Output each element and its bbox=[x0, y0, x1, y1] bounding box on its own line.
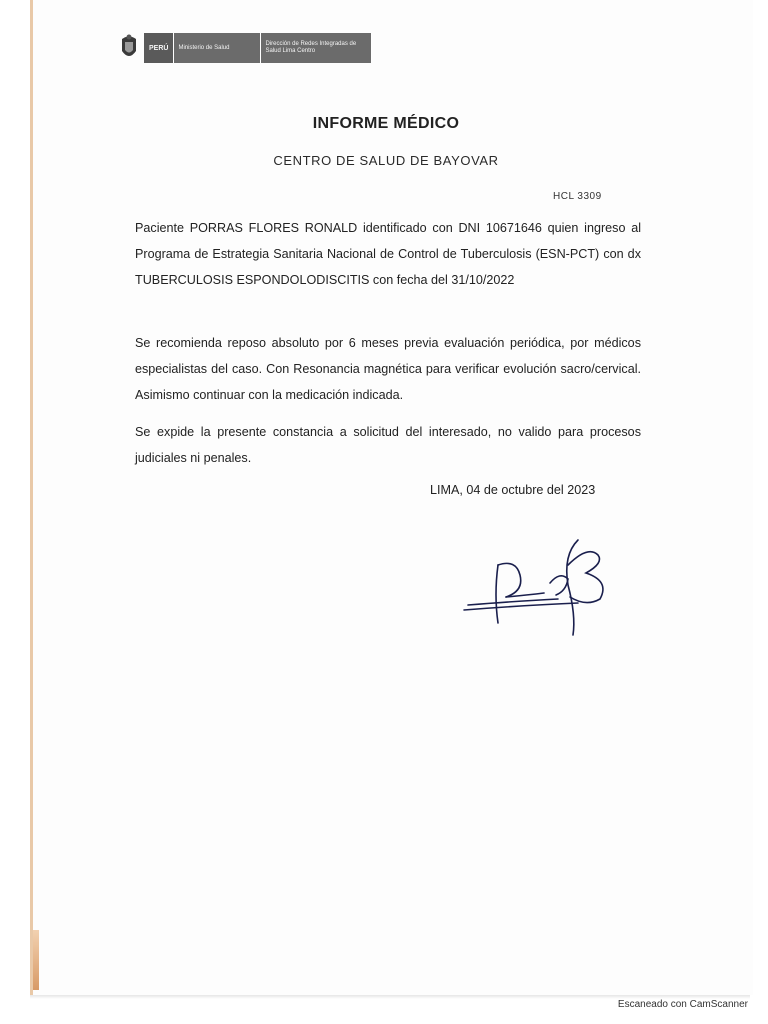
clinical-record-number: HCL 3309 bbox=[553, 191, 602, 202]
handwritten-signature bbox=[428, 535, 628, 645]
recommendation-paragraph: Se recomienda reposo absoluto por 6 meses previa evaluación periódica, por médicos especialistas del caso. Con Resonancia magnética para verificar evolución sacro/cervical. Asimismo continuar con la medicación indicada. bbox=[135, 336, 641, 402]
coat-of-arms-icon bbox=[118, 33, 140, 63]
logo-directorate-label: Dirección de Redes Integradas de Salud Lima Centro bbox=[261, 33, 372, 63]
document-subtitle: CENTRO DE SALUD DE BAYOVAR bbox=[273, 153, 499, 168]
patient-paragraph: Paciente PORRAS FLORES RONALD identificado con DNI 10671646 quien ingreso al Programa de Estrategia Sanitaria Nacional de Control de Tuberculosis (ESN-PCT) con dx TUBERCULOSIS ESPONDOLODISCITIS con fecha del 31/10/2022 bbox=[135, 221, 641, 287]
date-line: LIMA, 04 de octubre del 2023 bbox=[430, 483, 596, 497]
ministry-logo-header bbox=[118, 33, 372, 63]
paper-edge-stain bbox=[33, 930, 39, 990]
constancy-paragraph: Se expide la presente constancia a solicitud del interesado, no valido para procesos judiciales ni penales. bbox=[135, 425, 641, 465]
scanner-watermark: Escaneado con CamScanner bbox=[617, 999, 748, 1010]
document-page bbox=[30, 0, 753, 995]
document-title: INFORME MÉDICO bbox=[312, 115, 460, 132]
logo-ministry-label: Ministerio de Salud bbox=[174, 33, 261, 63]
logo-peru-label: PERÚ bbox=[144, 33, 174, 63]
